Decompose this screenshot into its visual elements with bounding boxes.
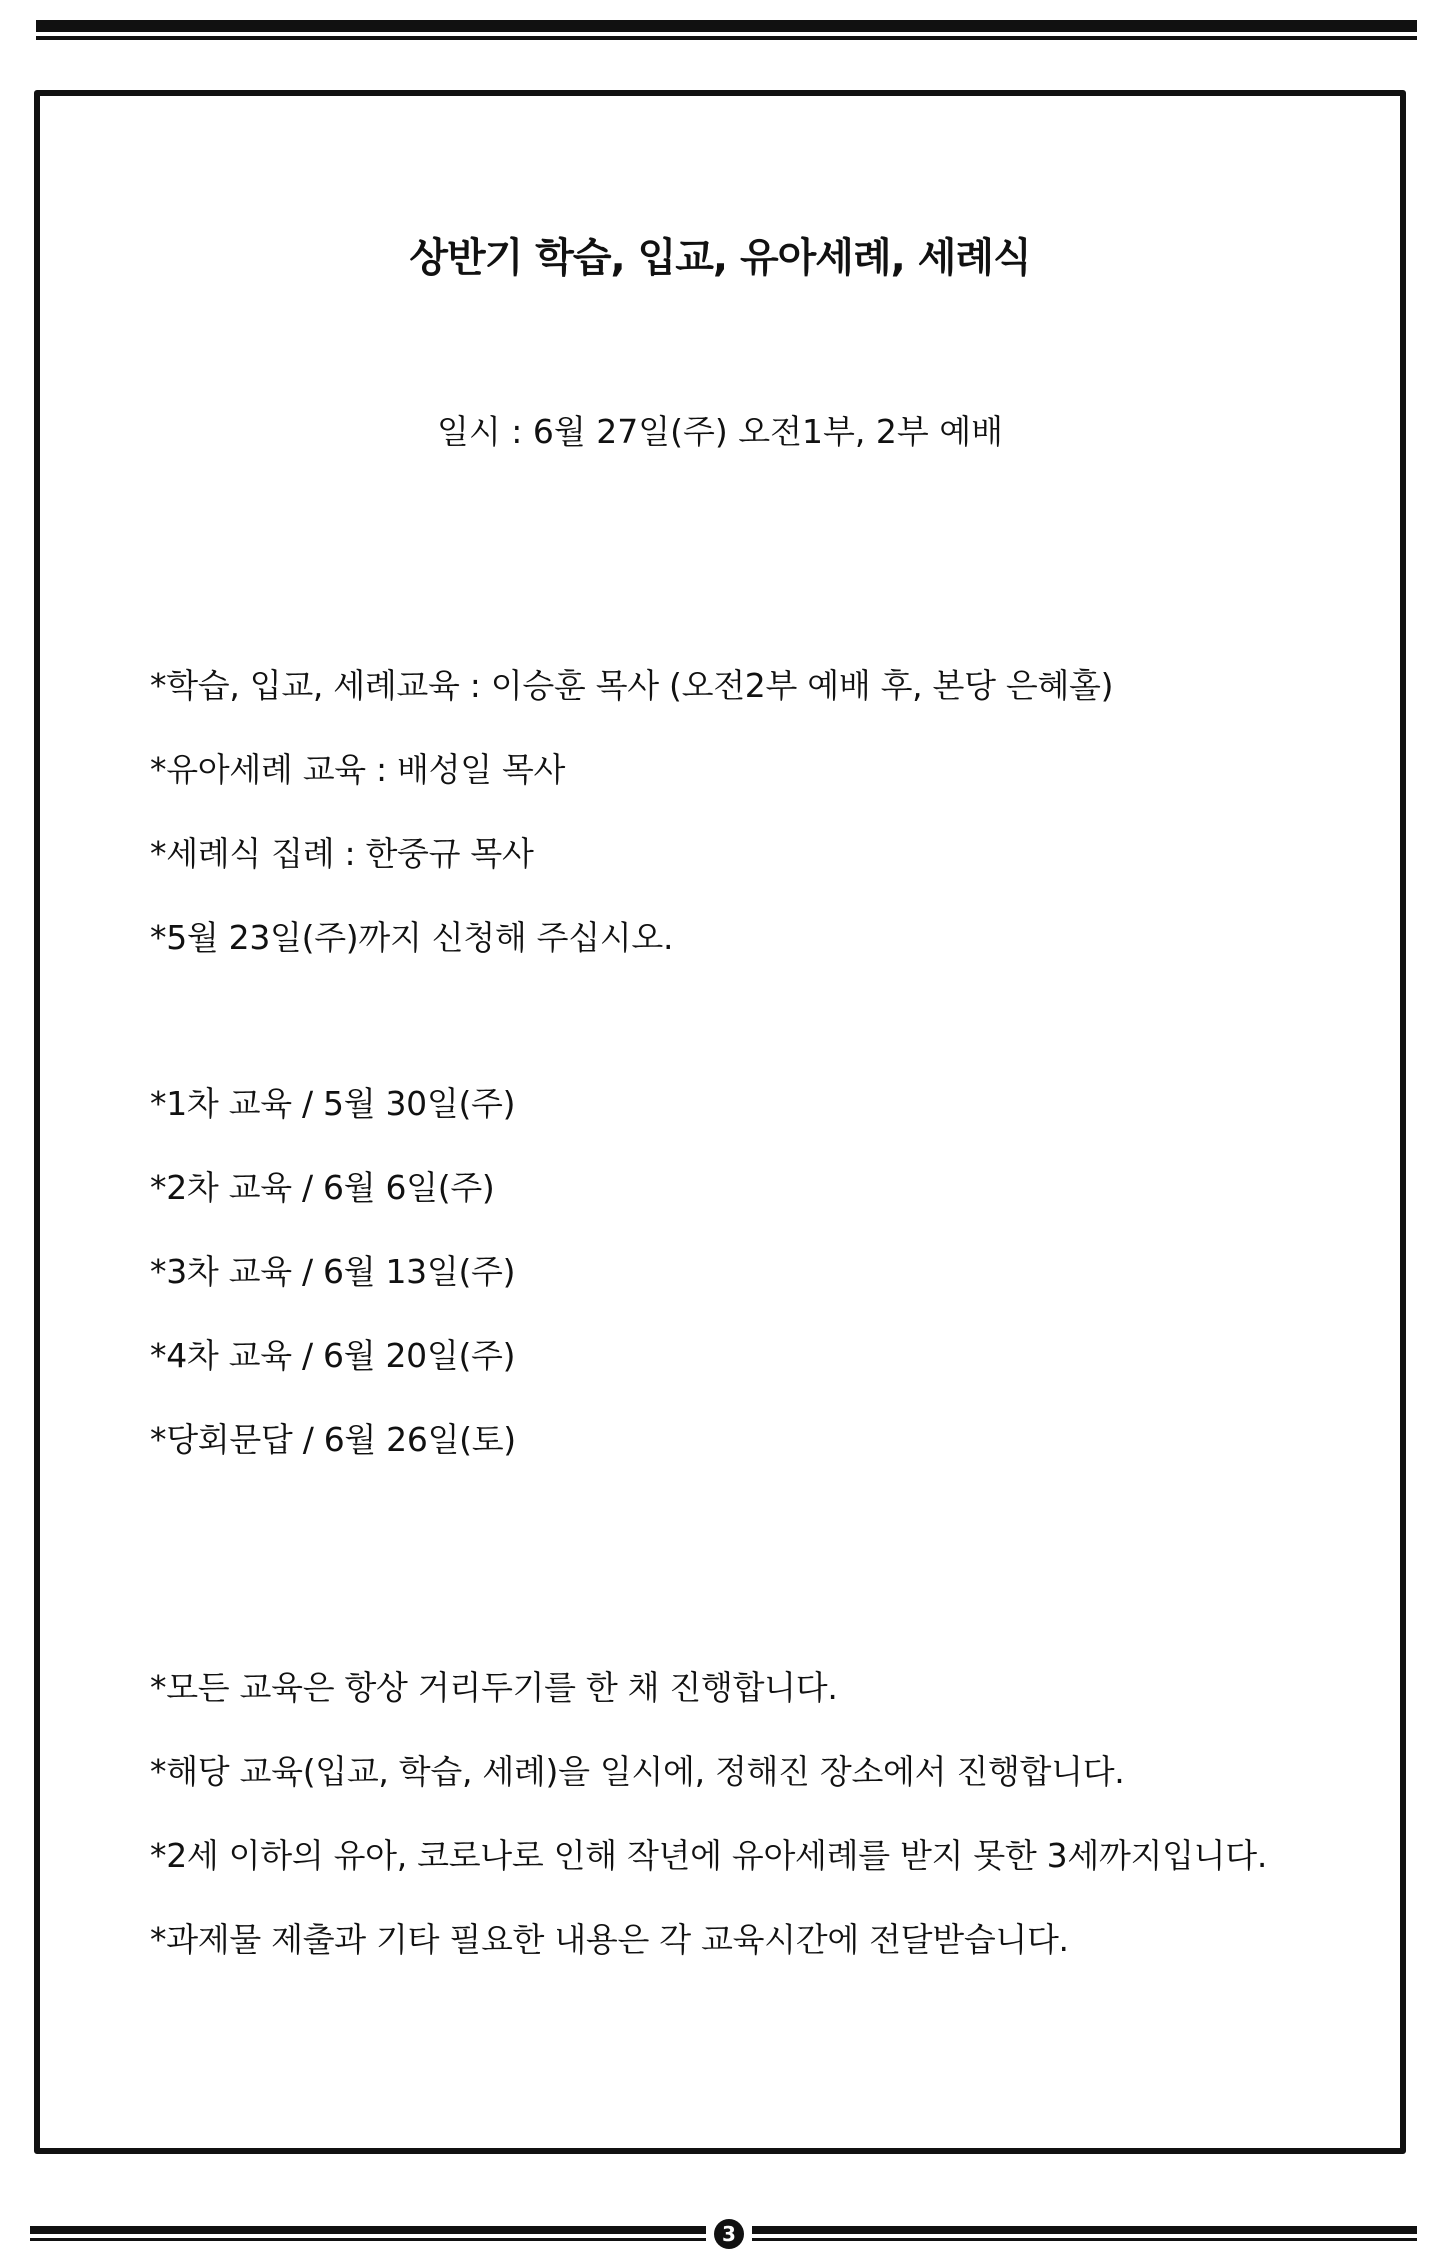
session-line-5: *당회문답 / 6월 26일(토) — [150, 1420, 516, 1459]
page-title: 상반기 학습, 입교, 유아세례, 세례식 — [409, 235, 1031, 281]
session-line-4: *4차 교육 / 6월 20일(주) — [150, 1336, 516, 1375]
top-rule-thick — [36, 20, 1417, 32]
session-line-1: *1차 교육 / 5월 30일(주) — [150, 1084, 516, 1123]
note-line-4: *과제물 제출과 기타 필요한 내용은 각 교육시간에 전달받습니다. — [150, 1920, 1069, 1959]
note-line-3: *2세 이하의 유아, 코로나로 인해 작년에 유아세례를 받지 못한 3세까지입니다. — [150, 1836, 1268, 1875]
session-line-2: *2차 교육 / 6월 6일(주) — [150, 1168, 495, 1207]
bottom-rule-right-thick — [752, 2226, 1417, 2234]
education-line-1: *학습, 입교, 세례교육 : 이승훈 목사 (오전2부 예배 후, 본당 은혜홀) — [150, 666, 1114, 705]
note-line-2: *해당 교육(입교, 학습, 세례)을 일시에, 정해진 장소에서 진행합니다. — [150, 1752, 1125, 1791]
schedule-line: 일시 : 6월 27일(주) 오전1부, 2부 예배 — [437, 412, 1003, 451]
bottom-rule-right-thin — [752, 2238, 1417, 2241]
bottom-rule-left-thick — [30, 2226, 706, 2234]
note-line-1: *모든 교육은 항상 거리두기를 한 채 진행합니다. — [150, 1668, 838, 1707]
bottom-rule-left-thin — [30, 2238, 706, 2241]
top-rule-thin — [36, 36, 1417, 40]
page-number-badge: 3 — [714, 2219, 744, 2249]
education-line-4: *5월 23일(주)까지 신청해 주십시오. — [150, 918, 674, 957]
education-line-3: *세례식 집례 : 한중규 목사 — [150, 834, 534, 873]
education-line-2: *유아세례 교육 : 배성일 목사 — [150, 750, 566, 789]
session-line-3: *3차 교육 / 6월 13일(주) — [150, 1252, 516, 1291]
